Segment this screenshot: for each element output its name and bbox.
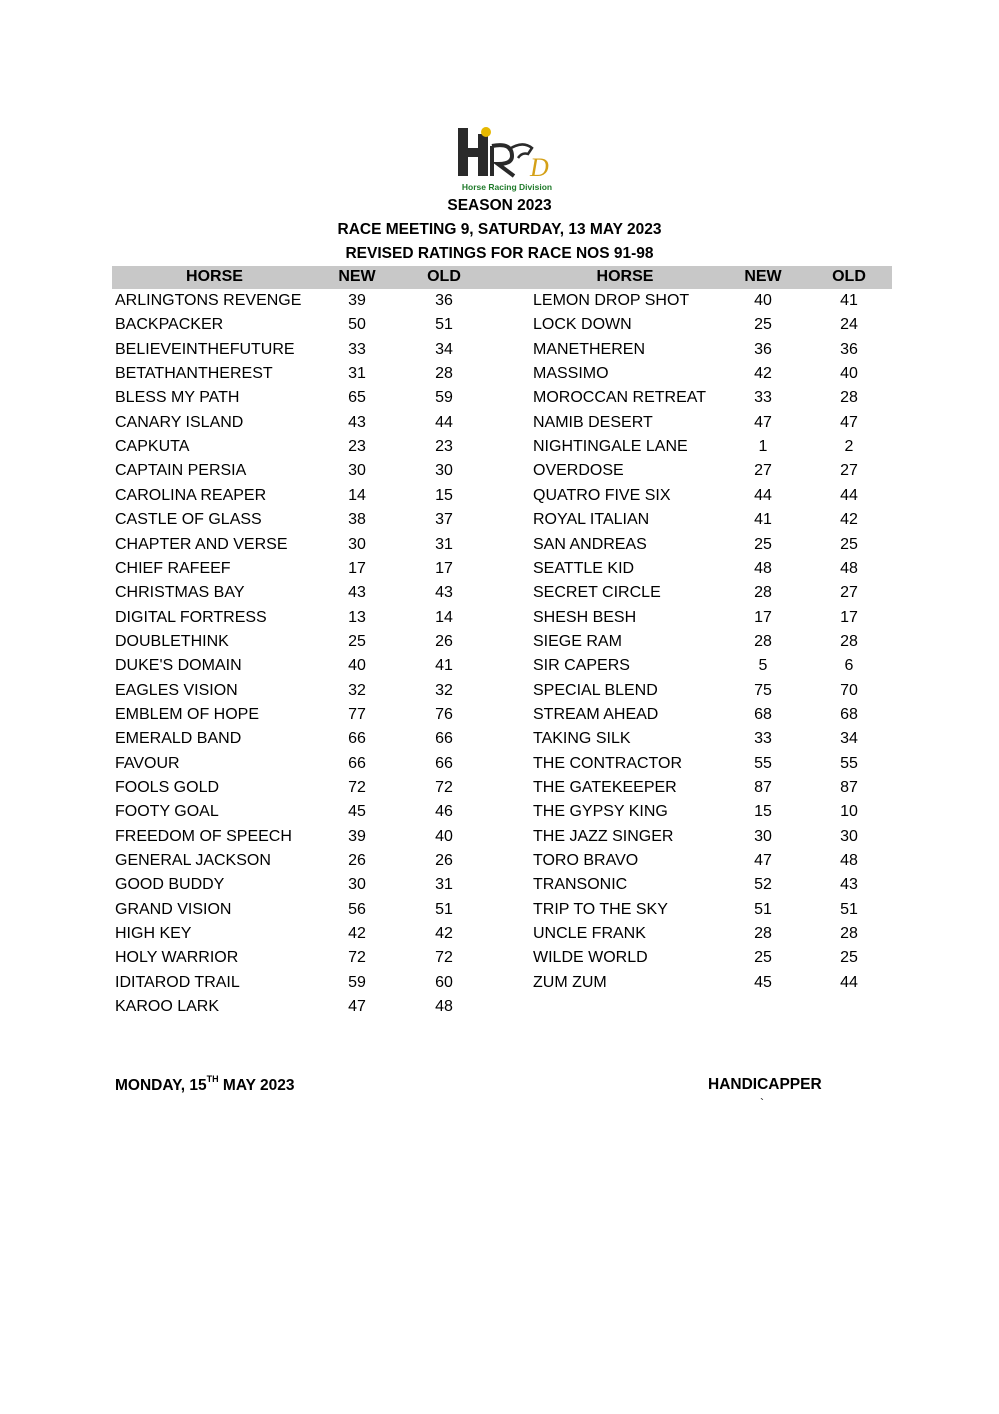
horse-name: MASSIMO [533,365,609,383]
horse-name: ZUM ZUM [533,973,607,991]
old-rating: 70 [840,681,858,699]
meeting-title: RACE MEETING 9, SATURDAY, 13 MAY 2023 [337,221,662,238]
horse-name: MOROCCAN RETREAT [533,389,707,407]
new-rating: 65 [348,389,366,407]
horse-name: CAPKUTA [115,438,190,456]
old-rating: 25 [840,535,858,553]
horse-name: ARLINGTONS REVENGE [115,292,302,309]
logo-subtitle: Horse Racing Division [461,182,553,192]
new-rating: 72 [348,779,366,796]
horse-name: THE GATEKEEPER [533,779,677,796]
new-rating: 15 [754,803,772,821]
horse-name: TRANSONIC [533,876,628,894]
old-rating: 27 [840,584,858,602]
table-row [112,850,892,874]
table-row [112,460,892,484]
new-rating: 40 [348,657,366,675]
old-rating: 28 [435,365,453,383]
old-rating: 28 [840,389,858,407]
header-horse-right: HORSE [596,268,654,285]
new-rating: 87 [754,779,772,796]
old-rating: 42 [840,511,858,529]
table-row [112,412,892,436]
old-rating: 66 [435,730,453,748]
header-new-left: NEW [338,268,376,285]
new-rating: 23 [348,438,366,456]
old-rating: 44 [840,486,858,504]
new-rating: 66 [348,754,366,772]
horse-name: SPECIAL BLEND [533,681,658,699]
old-rating: 41 [435,657,453,675]
old-rating: 27 [840,462,858,480]
new-rating: 45 [348,803,366,821]
old-rating: 44 [435,413,453,431]
horse-name: STREAM AHEAD [533,705,659,723]
new-rating: 41 [754,511,772,529]
new-rating: 72 [348,949,366,967]
table-row [112,363,892,387]
new-rating: 30 [754,827,772,845]
old-rating: 2 [844,438,854,456]
table-row [112,874,892,898]
horse-name: SIR CAPERS [533,657,630,675]
new-rating: 27 [754,462,772,480]
old-rating: 15 [435,486,453,504]
old-rating: 60 [435,973,453,991]
header-old-left: OLD [427,268,461,285]
table-row [112,631,892,655]
horse-name: GRAND VISION [115,900,232,918]
table-row [112,972,892,996]
old-rating: 51 [435,900,453,918]
old-rating: 72 [435,779,453,796]
new-rating: 48 [754,559,772,577]
horse-name: WILDE WORLD [533,949,648,967]
new-rating: 30 [348,535,366,553]
old-rating: 24 [840,316,858,334]
old-rating: 28 [840,632,858,650]
old-rating: 48 [840,852,858,870]
horse-name: CHAPTER AND VERSE [115,535,288,553]
horse-name: EMBLEM OF HOPE [115,705,260,723]
horse-name: DOUBLETHINK [115,632,229,650]
new-rating: 42 [348,925,366,943]
horse-name: KAROO LARK [115,998,220,1016]
new-rating: 25 [754,316,772,334]
old-rating: 48 [840,559,858,577]
horse-name: BACKPACKER [115,316,224,334]
horse-name: ROYAL ITALIAN [533,511,650,529]
old-rating: 14 [435,608,453,626]
old-rating: 66 [435,754,453,772]
horse-name: HOLY WARRIOR [115,949,239,967]
horse-name: SIEGE RAM [533,632,622,650]
new-rating: 47 [348,998,366,1016]
horse-name: CANARY ISLAND [115,413,244,431]
horse-name: UNCLE FRANK [533,925,646,943]
new-rating: 59 [348,973,366,991]
old-rating: 26 [435,632,453,650]
horse-name: DIGITAL FORTRESS [115,608,267,626]
table-row [112,655,892,679]
old-rating: 17 [435,559,453,577]
table-row [112,290,892,314]
horse-name: FREEDOM OF SPEECH [115,827,292,845]
old-rating: 26 [435,852,453,870]
new-rating: 44 [754,486,772,504]
horse-name: NAMIB DESERT [533,413,653,431]
horse-logo-icon [452,126,562,182]
old-rating: 40 [840,365,858,383]
old-rating: 51 [435,316,453,334]
old-rating: 31 [435,535,453,553]
old-rating: 47 [840,413,858,431]
new-rating: 50 [348,316,366,334]
horse-name: EAGLES VISION [115,681,238,699]
old-rating: 34 [435,340,453,358]
old-rating: 17 [840,608,858,626]
table-header [112,266,892,289]
horse-name: THE JAZZ SINGER [533,827,674,845]
table-row [112,680,892,704]
table-row [112,534,892,558]
new-rating: 26 [348,852,366,870]
table-row [112,801,892,825]
horse-name: TRIP TO THE SKY [533,900,668,918]
handicapper-label: HANDICAPPER [708,1076,822,1093]
header-horse-left: HORSE [186,268,243,285]
old-rating: 34 [840,730,858,748]
horse-name: CHRISTMAS BAY [115,584,245,602]
new-rating: 32 [348,681,366,699]
header-new-right: NEW [744,268,782,285]
horse-name: FAVOUR [115,754,180,772]
old-rating: 48 [435,998,453,1016]
new-rating: 42 [754,365,772,383]
horse-name: QUATRO FIVE SIX [533,486,671,504]
new-rating: 17 [754,608,772,626]
table-row [112,899,892,923]
table-row [112,607,892,631]
new-rating: 47 [754,852,772,870]
new-rating: 39 [348,292,366,309]
new-rating: 52 [754,876,772,894]
svg-text:D: D [530,153,549,182]
table-row [112,704,892,728]
new-rating: 36 [754,340,772,358]
horse-name: THE CONTRACTOR [533,754,683,772]
old-rating: 28 [840,925,858,943]
old-rating: 51 [840,900,858,918]
footer-date: MONDAY, 15TH MAY 2023 [115,1074,295,1095]
horse-name: CAROLINA REAPER [115,486,267,504]
new-rating: 31 [348,365,366,383]
table-row [112,558,892,582]
old-rating: 30 [435,462,453,480]
new-rating: 25 [754,535,772,553]
table-row [112,996,892,1020]
horse-name: CHIEF RAFEEF [115,559,231,577]
new-rating: 33 [348,340,366,358]
new-rating: 33 [754,389,772,407]
horse-name: SEATTLE KID [533,559,635,577]
horse-name: FOOTY GOAL [115,803,219,821]
new-rating: 13 [348,608,366,626]
new-rating: 51 [754,900,772,918]
table-row [112,387,892,411]
table-row [112,947,892,971]
horse-name: TAKING SILK [533,730,631,748]
old-rating: 68 [840,705,858,723]
table-row [112,728,892,752]
table-row [112,339,892,363]
horse-name: DUKE'S DOMAIN [115,657,242,675]
old-rating: 36 [840,340,858,358]
hrd-logo [452,126,562,194]
horse-name: BETATHANTHEREST [115,365,273,383]
horse-name: LOCK DOWN [533,316,632,334]
horse-name: TORO BRAVO [533,852,639,870]
horse-name: LEMON DROP SHOT [533,292,690,309]
table-row [112,753,892,777]
horse-name: THE GYPSY KING [533,803,668,821]
old-rating: 23 [435,438,453,456]
table-row [112,777,892,801]
new-rating: 75 [754,681,772,699]
new-rating: 25 [754,949,772,967]
horse-name: EMERALD BAND [115,730,242,748]
new-rating: 1 [758,438,768,456]
horse-name: NIGHTINGALE LANE [533,438,688,456]
new-rating: 28 [754,632,772,650]
new-rating: 43 [348,584,366,602]
horse-name: IDITAROD TRAIL [115,973,240,991]
new-rating: 45 [754,973,772,991]
old-rating: 76 [435,705,453,723]
horse-name: FOOLS GOLD [115,779,220,796]
horse-name: OVERDOSE [533,462,624,480]
old-rating: 44 [840,973,858,991]
horse-name: GENERAL JACKSON [115,852,271,870]
old-rating: 72 [435,949,453,967]
table-row [112,485,892,509]
horse-name: CASTLE OF GLASS [115,511,262,529]
stray-mark: ` [760,1096,764,1110]
table-row [112,582,892,606]
horse-name: BELIEVEINTHEFUTURE [115,340,295,358]
new-rating: 14 [348,486,366,504]
old-rating: 25 [840,949,858,967]
old-rating: 6 [844,657,854,675]
header-old-right: OLD [832,268,866,285]
table-row [112,509,892,533]
table-row [112,923,892,947]
old-rating: 46 [435,803,453,821]
new-rating: 66 [348,730,366,748]
horse-name: HIGH KEY [115,925,192,943]
new-rating: 30 [348,462,366,480]
old-rating: 31 [435,876,453,894]
season-title: SEASON 2023 [447,197,552,214]
new-rating: 68 [754,705,772,723]
table-row [112,826,892,850]
old-rating: 40 [435,827,453,845]
old-rating: 55 [840,754,858,772]
horse-name: CAPTAIN PERSIA [115,462,247,480]
old-rating: 41 [840,292,858,309]
horse-name: MANETHEREN [533,340,646,358]
horse-name: SECRET CIRCLE [533,584,661,602]
old-rating: 30 [840,827,858,845]
old-rating: 10 [840,803,858,821]
new-rating: 43 [348,413,366,431]
horse-name: BLESS MY PATH [115,389,240,407]
horse-name: SHESH BESH [533,608,637,626]
new-rating: 5 [758,657,768,675]
new-rating: 38 [348,511,366,529]
new-rating: 40 [754,292,772,309]
old-rating: 36 [435,292,453,309]
old-rating: 43 [435,584,453,602]
new-rating: 55 [754,754,772,772]
table-row [112,314,892,338]
new-rating: 39 [348,827,366,845]
new-rating: 25 [348,632,366,650]
old-rating: 32 [435,681,453,699]
revised-title: REVISED RATINGS FOR RACE NOS 91-98 [345,245,654,262]
old-rating: 37 [435,511,453,529]
new-rating: 30 [348,876,366,894]
new-rating: 56 [348,900,366,918]
old-rating: 42 [435,925,453,943]
horse-name: SAN ANDREAS [533,535,647,553]
new-rating: 77 [348,705,366,723]
old-rating: 59 [435,389,453,407]
new-rating: 33 [754,730,772,748]
old-rating: 87 [840,779,858,796]
horse-name: GOOD BUDDY [115,876,225,894]
new-rating: 28 [754,925,772,943]
table-row [112,436,892,460]
new-rating: 47 [754,413,772,431]
new-rating: 28 [754,584,772,602]
old-rating: 43 [840,876,858,894]
new-rating: 17 [348,559,366,577]
